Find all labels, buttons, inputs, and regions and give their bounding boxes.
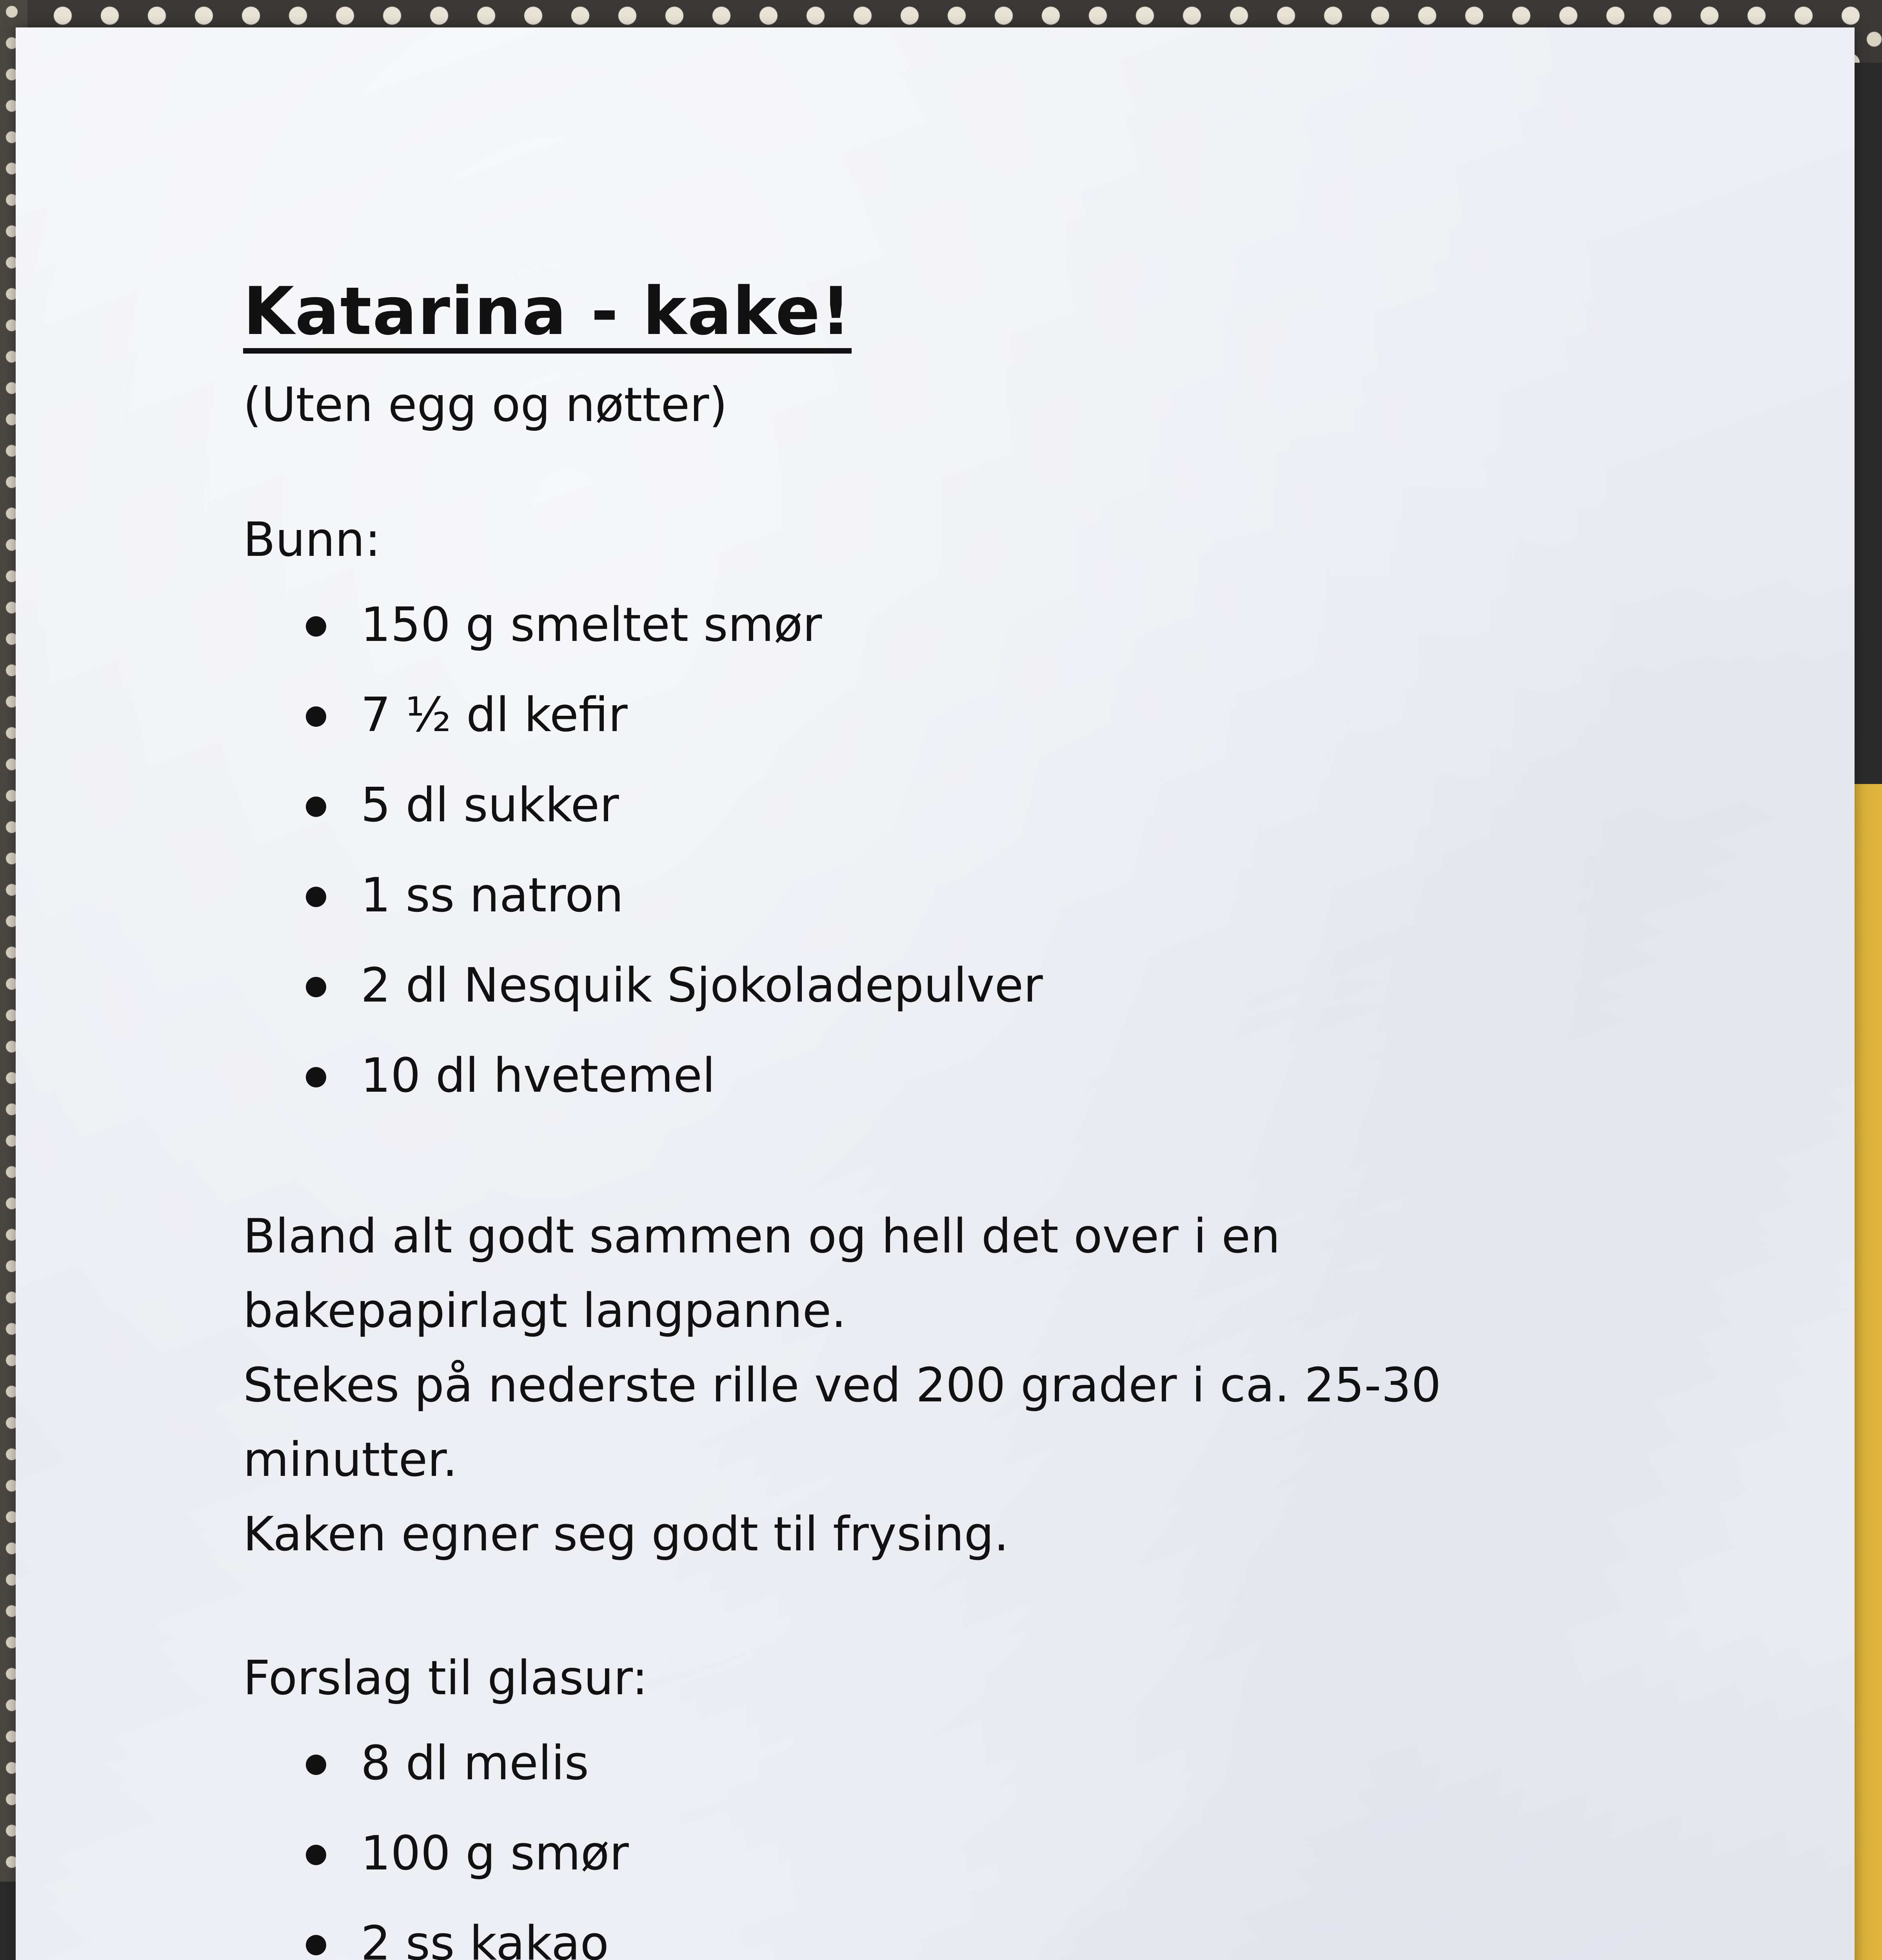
- baking-instructions: [243, 1200, 1733, 1572]
- recipe-subtitle: (Uten egg og nøtter): [243, 378, 728, 432]
- glaze-ingredient-item: 8 dl melis: [306, 1719, 1733, 1809]
- base-ingredient-item: 2 dl Nesquik Sjokoladepulver: [306, 941, 1733, 1031]
- instruction-line: Bland alt godt sammen og hell det over i en: [243, 1209, 1281, 1264]
- instruction-line: minutter.: [243, 1433, 458, 1487]
- glaze-heading: Forslag til glasur:: [243, 1651, 648, 1706]
- instruction-line: Stekes på nederste rille ved 200 grader i ca. 25-30: [243, 1358, 1441, 1413]
- base-heading: Bunn:: [243, 513, 381, 567]
- base-ingredient-item: 5 dl sukker: [306, 760, 1733, 851]
- recipe-content: [243, 273, 1733, 1960]
- base-ingredient-item: 7 ½ dl kefir: [306, 670, 1733, 760]
- glaze-ingredient-list: [243, 1719, 1733, 1960]
- recipe-title: Katarina - kake!: [243, 278, 852, 354]
- glaze-ingredient-item: 2 ss kakao: [306, 1899, 1733, 1960]
- recipe-paper-sheet: [16, 27, 1855, 1960]
- glaze-ingredient-item: 100 g smør: [306, 1809, 1733, 1899]
- instruction-line: Kaken egner seg godt til frysing.: [243, 1507, 1009, 1562]
- base-ingredient-item: 150 g smeltet smør: [306, 580, 1733, 670]
- base-ingredient-item: 1 ss natron: [306, 851, 1733, 941]
- instruction-line: bakepapirlagt langpanne.: [243, 1284, 847, 1338]
- base-ingredient-item: 10 dl hvetemel: [306, 1031, 1733, 1121]
- base-ingredient-list: [243, 580, 1733, 1121]
